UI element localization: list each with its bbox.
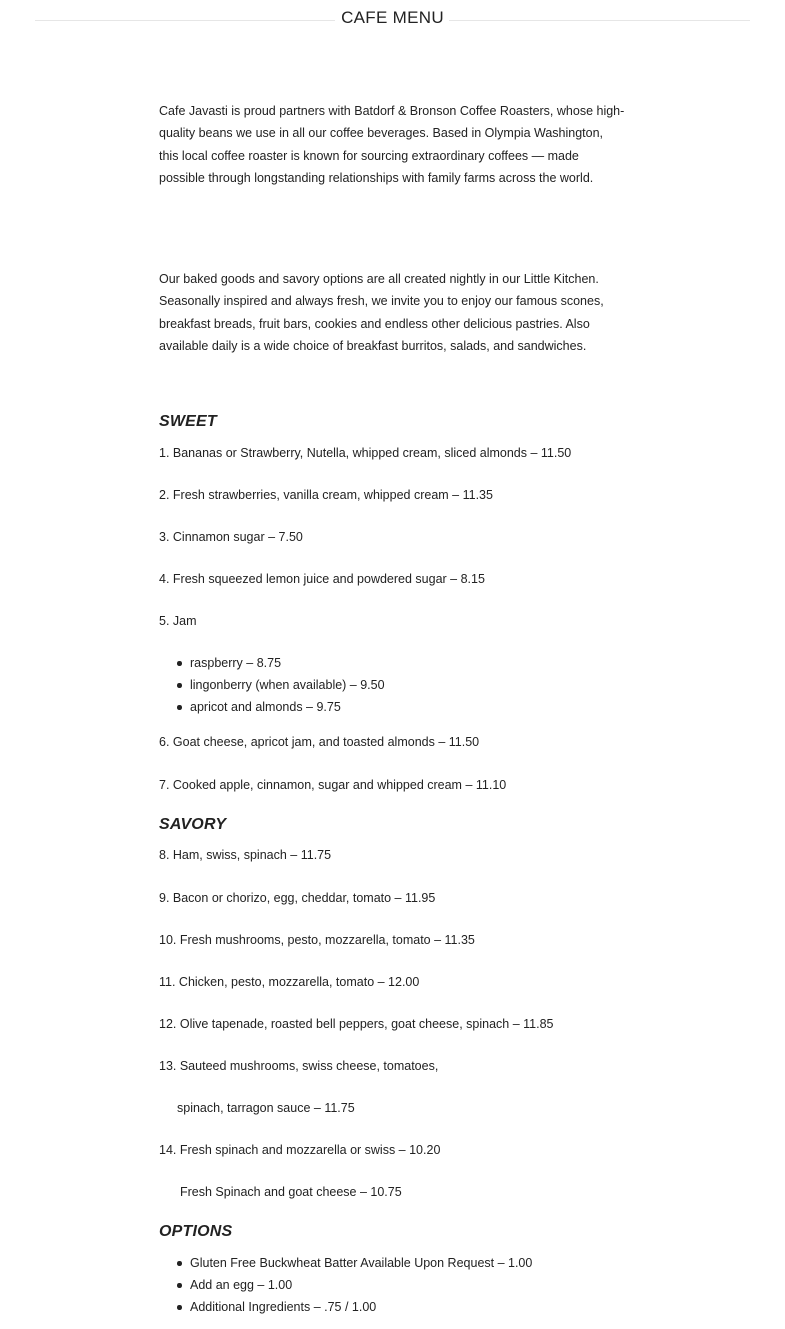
menu-item: 9. Bacon or chorizo, egg, cheddar, tomato – 11.95 bbox=[159, 891, 436, 905]
menu-item: 13. Sauteed mushrooms, swiss cheese, tomatoes, bbox=[159, 1059, 439, 1073]
list-item: lingonberry (when available) – 9.50 bbox=[159, 674, 385, 696]
menu-item: 4. Fresh squeezed lemon juice and powdered sugar – 8.15 bbox=[159, 572, 485, 586]
intro-coffee-paragraph: Cafe Javasti is proud partners with Batdorf & Bronson Coffee Roasters, whose high-quality beans we use in all our coffee beverages. Based in Olympia Washington, this local coffee roaster is known for sourcing extraordinary coffees — made possible through longstanding relationships with family farms across the world. bbox=[159, 104, 625, 185]
intro-bakery-paragraph: Our baked goods and savory options are all created nightly in our Little Kitchen. Seasonally inspired and always fresh, we invite you to enjoy our famous scones, breakfast breads, fruit bars, cookies and endless other delicious pastries. Also available daily is a wide choice of breakfast burritos, salads, and sandwiches. bbox=[159, 272, 604, 353]
menu-item: 5. Jam bbox=[159, 614, 197, 628]
jam-options-list bbox=[159, 652, 385, 718]
menu-item-continuation: spinach, tarragon sauce – 11.75 bbox=[177, 1101, 355, 1115]
menu-item: 12. Olive tapenade, roasted bell peppers, goat cheese, spinach – 11.85 bbox=[159, 1017, 554, 1031]
menu-item: 1. Bananas or Strawberry, Nutella, whipped cream, sliced almonds – 11.50 bbox=[159, 446, 572, 460]
menu-item: 3. Cinnamon sugar – 7.50 bbox=[159, 530, 303, 544]
section-title-savory: SAVORY bbox=[159, 816, 227, 833]
options-list bbox=[159, 1252, 532, 1318]
list-item: Gluten Free Buckwheat Batter Available Upon Request – 1.00 bbox=[159, 1252, 532, 1274]
menu-item: 6. Goat cheese, apricot jam, and toasted almonds – 11.50 bbox=[159, 735, 480, 749]
list-item: Add an egg – 1.00 bbox=[159, 1274, 532, 1296]
menu-item: 11. Chicken, pesto, mozzarella, tomato – 12.00 bbox=[159, 975, 420, 989]
menu-item: 8. Ham, swiss, spinach – 11.75 bbox=[159, 848, 332, 862]
page-header bbox=[0, 0, 785, 40]
list-item: apricot and almonds – 9.75 bbox=[159, 696, 385, 718]
section-title-sweet: SWEET bbox=[159, 413, 217, 430]
section-title-options: OPTIONS bbox=[159, 1223, 233, 1240]
menu-item: 7. Cooked apple, cinnamon, sugar and whipped cream – 11.10 bbox=[159, 778, 507, 792]
page-title: CAFE MENU bbox=[341, 8, 444, 27]
header-divider-right bbox=[449, 20, 750, 21]
menu-item: 10. Fresh mushrooms, pesto, mozzarella, tomato – 11.35 bbox=[159, 933, 475, 947]
menu-item-variant: Fresh Spinach and goat cheese – 10.75 bbox=[180, 1185, 402, 1199]
menu-item: 14. Fresh spinach and mozzarella or swiss – 10.20 bbox=[159, 1143, 441, 1157]
menu-item: 2. Fresh strawberries, vanilla cream, whipped cream – 11.35 bbox=[159, 488, 493, 502]
list-item: Additional Ingredients – .75 / 1.00 bbox=[159, 1296, 532, 1318]
list-item: raspberry – 8.75 bbox=[159, 652, 385, 674]
